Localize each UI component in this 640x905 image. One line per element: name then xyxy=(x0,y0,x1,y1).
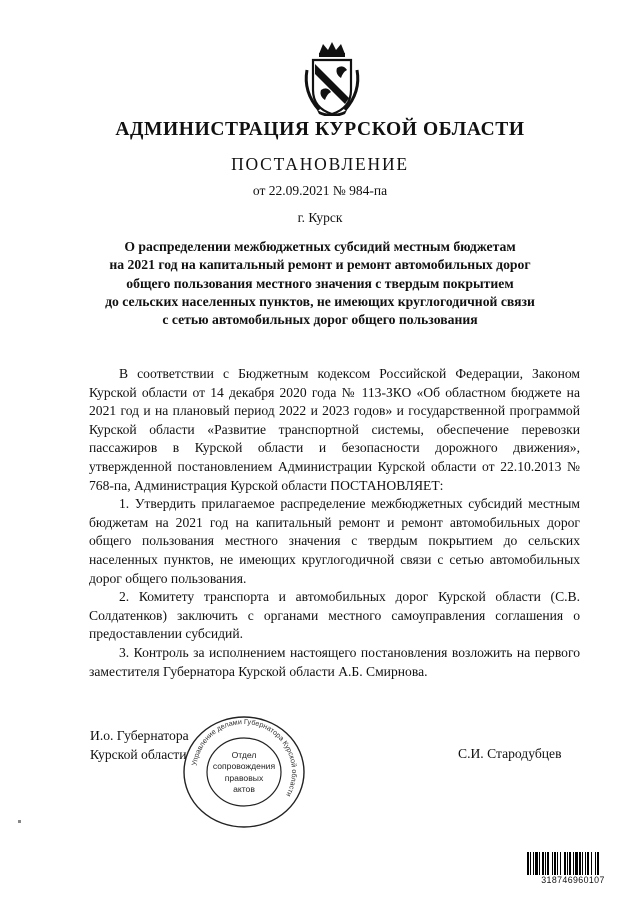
preamble-paragraph: В соответствии с Бюджетным кодексом Российской Федерации, Законом Курской области от 14 декабря 2020 года № 113-ЗКО «Об областном бюджете на 2021 год и на плановый период 2022 и 2023 годов» и государственной программой Курской области «Развитие транспортной системы, обеспечение перевозки пассажиров в Курской области и безопасности дорожного движения», утвержденной постановлением Администрации Курской области от 22.10.2013 № 768-па, Администрация Курской области ПОСТАНОВЛЯЕТ: xyxy=(89,366,580,493)
title-line: до сельских населенных пунктов, не имеющих круглогодичной связи xyxy=(105,293,535,309)
scan-speck xyxy=(18,820,21,823)
stamp-center-text xyxy=(180,750,308,796)
stamp-line: Отдел xyxy=(231,750,257,760)
clause-1-paragraph: 1. Утвердить прилагаемое распределение межбюджетных субсидий местным бюджетам на 2021 год на капитальный ремонт и ремонт автомобильных дорог общего пользования местного значения с твердым покрытием до сельских населенных пунктов, не имеющих круглогодичной связи с сетью автомобильных дорог общего пользования. xyxy=(89,496,580,586)
title-line: общего пользования местного значения с твердым покрытием xyxy=(126,275,514,291)
stamp-line: правовых xyxy=(224,772,264,783)
stamp-ring-text: Управление делами Губернатора Курской области xyxy=(189,716,300,799)
coat-of-arms-icon xyxy=(297,40,367,116)
signatory-position-line: Курской области xyxy=(90,747,187,762)
signatory-position-line: И.о. Губернатора xyxy=(90,728,189,743)
clause-2-paragraph: 2. Комитету транспорта и автомобильных дорог Курской области (С.В. Солдатенков) заключить с органами местного самоуправления соглашения о предоставлении субсидий. xyxy=(89,589,580,642)
title-line: с сетью автомобильных дорог общего пользования xyxy=(162,312,478,328)
document-title xyxy=(70,238,570,329)
document-type: ПОСТАНОВЛЕНИЕ xyxy=(231,154,409,174)
document-date-number: от 22.09.2021 № 984-па xyxy=(252,183,388,198)
stamp-line: актов xyxy=(233,784,255,795)
authority-name: АДМИНИСТРАЦИЯ КУРСКОЙ ОБЛАСТИ xyxy=(115,119,525,140)
clause-3-paragraph: 3. Контроль за исполнением настоящего постановления возложить на первого заместителя Губернатора Курской области А.Б. Смирнова. xyxy=(89,644,580,679)
signatory-position xyxy=(90,726,189,764)
barcode-number: 318746960107 xyxy=(523,875,623,885)
title-line: О распределении межбюджетных субсидий местным бюджетам xyxy=(124,239,516,254)
document-city: г. Курск xyxy=(297,210,343,225)
document-body xyxy=(89,365,580,681)
signatory-name: С.И. Стародубцев xyxy=(458,746,562,761)
title-line: на 2021 год на капитальный ремонт и ремонт автомобильных дорог xyxy=(109,257,531,273)
stamp-line: сопровождения xyxy=(212,761,276,772)
